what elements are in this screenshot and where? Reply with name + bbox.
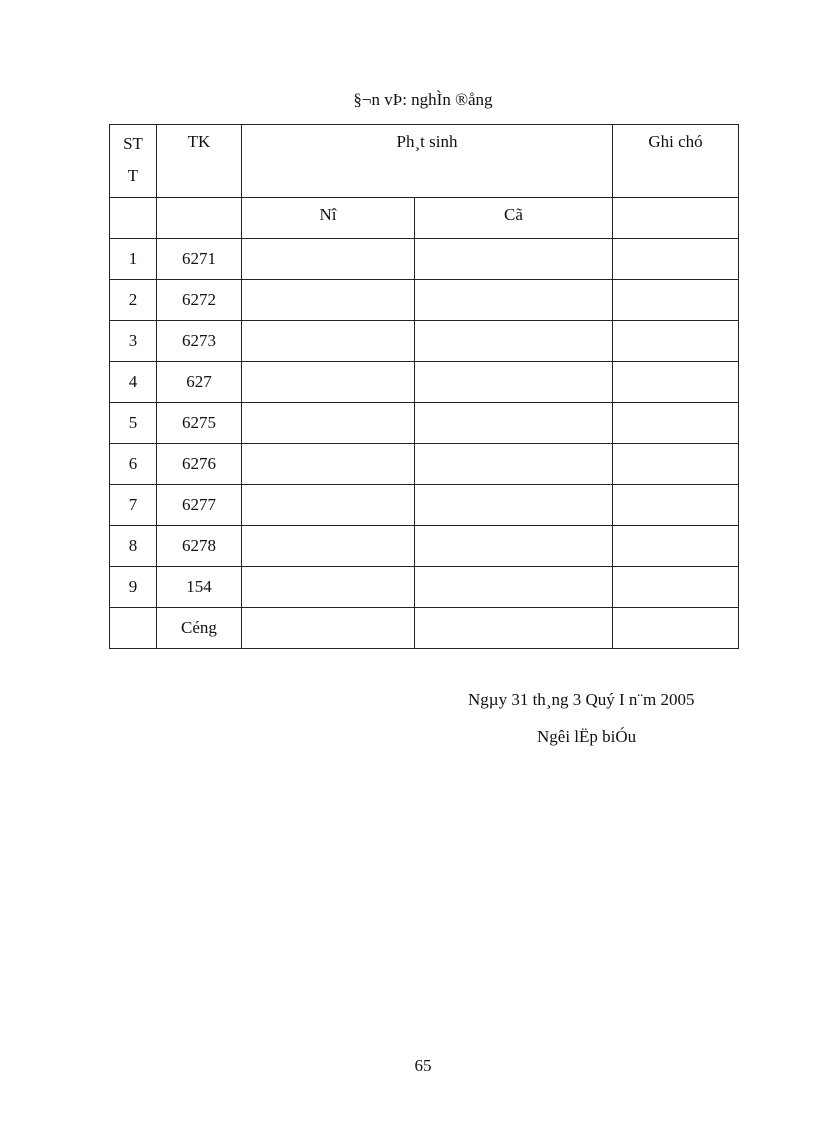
- cell-stt: [110, 608, 157, 649]
- table-row: [110, 485, 739, 526]
- cell-no: [242, 280, 415, 321]
- table-row: [110, 567, 739, 608]
- subheader-empty-tk: [157, 198, 242, 239]
- cell-ghi-chu: [613, 444, 739, 485]
- header-tk-label: TK: [187, 132, 211, 151]
- cell-tk: 6276: [157, 444, 242, 485]
- cell-tk: 6275: [157, 403, 242, 444]
- cell-no: [242, 362, 415, 403]
- header-stt-label: ST T: [123, 134, 143, 185]
- cell-co: [415, 485, 613, 526]
- cell-ghi-chu: [613, 608, 739, 649]
- cell-ghi-chu: [613, 239, 739, 280]
- cell-no: [242, 567, 415, 608]
- cell-stt: 4: [110, 362, 157, 403]
- cell-ghi-chu: [613, 403, 739, 444]
- table-row: [110, 608, 739, 649]
- cell-co: [415, 280, 613, 321]
- cell-co: [415, 444, 613, 485]
- subheader-empty-ghi-chu: [613, 198, 739, 239]
- cell-no: [242, 526, 415, 567]
- header-phat-sinh-label: Ph¸t sinh: [396, 132, 458, 151]
- subheader-row: [110, 198, 739, 239]
- cell-ghi-chu: [613, 567, 739, 608]
- cell-co: [415, 362, 613, 403]
- table-row: [110, 526, 739, 567]
- cell-no: [242, 403, 415, 444]
- subheader-co-label: Cã: [504, 205, 523, 224]
- cell-co: [415, 239, 613, 280]
- cell-stt: 3: [110, 321, 157, 362]
- cell-stt: 9: [110, 567, 157, 608]
- cell-tk: 6272: [157, 280, 242, 321]
- cell-tk: Céng: [157, 608, 242, 649]
- table-row: [110, 280, 739, 321]
- header-ghi-chu-label: Ghi chó: [648, 132, 703, 151]
- cell-no: [242, 239, 415, 280]
- cell-ghi-chu: [613, 321, 739, 362]
- date-line: Ngµy 31 th¸ng 3 Quý I n¨m 2005: [468, 690, 695, 709]
- header-cell-stt: [110, 125, 157, 198]
- table-row: [110, 362, 739, 403]
- subheader-cell-co: [415, 198, 613, 239]
- header-cell-ghi-chu: [613, 125, 739, 198]
- cell-stt: 6: [110, 444, 157, 485]
- cell-co: [415, 608, 613, 649]
- cell-tk: 154: [157, 567, 242, 608]
- cell-co: [415, 567, 613, 608]
- subheader-empty-stt: [110, 198, 157, 239]
- cell-no: [242, 321, 415, 362]
- cell-ghi-chu: [613, 280, 739, 321]
- cell-stt: 2: [110, 280, 157, 321]
- cell-co: [415, 403, 613, 444]
- subheader-no-label: Nî: [319, 205, 337, 224]
- cell-stt: 7: [110, 485, 157, 526]
- cell-co: [415, 526, 613, 567]
- ledger-table: [109, 124, 739, 649]
- cell-ghi-chu: [613, 362, 739, 403]
- cell-ghi-chu: [613, 485, 739, 526]
- subheader-cell-no: [242, 198, 415, 239]
- unit-line: §¬n vÞ: nghÌn ®ång: [353, 90, 493, 109]
- cell-stt: 5: [110, 403, 157, 444]
- table-row: [110, 239, 739, 280]
- cell-stt: 8: [110, 526, 157, 567]
- preparer-signature-label: Ngêi lËp biÓu: [537, 727, 637, 746]
- cell-tk: 6273: [157, 321, 242, 362]
- table-row: [110, 444, 739, 485]
- table-row: [110, 321, 739, 362]
- header-cell-tk: [157, 125, 242, 198]
- cell-no: [242, 608, 415, 649]
- cell-tk: 627: [157, 362, 242, 403]
- cell-no: [242, 485, 415, 526]
- cell-tk: 6278: [157, 526, 242, 567]
- header-cell-phat-sinh: [242, 125, 613, 198]
- cell-co: [415, 321, 613, 362]
- page-number: 65: [414, 1056, 432, 1075]
- header-row: [110, 125, 739, 198]
- cell-ghi-chu: [613, 526, 739, 567]
- cell-stt: 1: [110, 239, 157, 280]
- cell-no: [242, 444, 415, 485]
- cell-tk: 6271: [157, 239, 242, 280]
- cell-tk: 6277: [157, 485, 242, 526]
- table-row: [110, 403, 739, 444]
